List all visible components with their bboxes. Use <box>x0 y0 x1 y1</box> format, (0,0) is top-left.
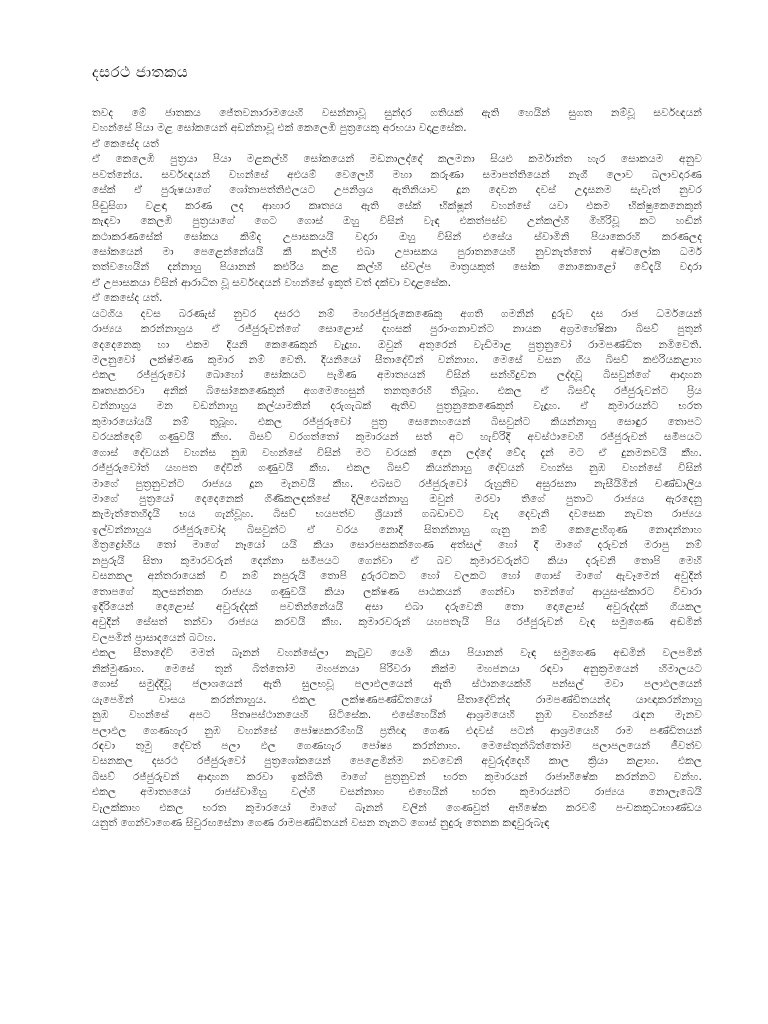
text-line: තොපගේ කුලසන්තක රාජ්‍යය ගණුවයි කියා ලක්ෂණ පාඨකයන් ගෙන්වා තමන්ගේ ආයුසංස්කාරට විචාරා <box>92 585 702 598</box>
paragraph <box>92 307 702 647</box>
text-line: වන්නාහුය මන වඩන්නාහු කල්යාමකින් දරුගැබක් ඇතිව පුත්‍රනුකෙණෙකුන් වැදූහ. ඒ කුමාරයන්ට භරත <box>92 400 702 413</box>
text-line: එකල සීතාදේවි මමත් බෑනන් වහන්සේලා කැටුව යෙමි කියා පියානන් වැඳ සමුගෙණ අඬමින් වලපමින් <box>92 647 702 660</box>
text-line: මිත්‍රද්‍රෝහිය තෝ මාගේ නෑයෝ යයි කියා සොරපසකක්ගෙණ අත්සල් හෝ දී මාගේ දරුවන් මරාපු නම් <box>92 539 702 552</box>
text-line: පවත්නේය. සර්වඥයන් වහන්සේ අළුයම් වෙලෙහි මහා කරුණා සමාපත්තියෙන් නැගී ලොව බලාවදාරණ <box>92 168 702 181</box>
text-line: ගොස් දේවයන් වහන්ස නුඹ වහන්සේ විසින් මට වරයක් දෙන ලද්දේ වේද දැන් මට ඒ දුනමනවයි කීහ. <box>92 446 702 459</box>
text-line: වරයක්දෙම් ගණුවයි කීහ. බිසව් වරගත්තෝ කුමාරයන් සත් අට හැවිරිදි අවස්ථාවෙහි රජ්ජුරුවන් සමීපයට <box>92 431 702 444</box>
text-line: තවද මේ ජාතකය ජේතවනාරාමයෙහි වසන්නාවූ සුන්දර ගතියක් ඇති හෙයින් සුගත නම්වූ සර්වඥයන් <box>92 107 702 119</box>
text-line: පලාඵල ගෙණහැර නුඹ වහන්සේ පෝෂ්‍යකරම්හයි ප්‍රතිඥා ගෙණ එදවස් පටන් ආශ්‍රමයෙහි රාම පණ්ඩිතයන් <box>92 724 702 737</box>
text-line: පිඬුසිගා වළඳා කරණ ලද ආහාර කෘත්‍යය ඇති සේක් භික්ෂූන් වහන්සේ යවා එකම භික්ෂුකෙනෙකුන් <box>92 199 702 212</box>
text-line: රඳවා තුමු දේවත් පලා ඵල ගෙණහැර පෝෂ්‍ය කරන්නාහ. මෙසේතුන්බිත්තෝම පලාපලයෙන් ජීවත්ව <box>92 739 702 752</box>
text-line: ඒ කෙසේද යත්. <box>92 292 163 305</box>
text-line: යනුත් ගෙන්වාගෙණ සිවුරඟසේනා ගෙණ රාමපණ්ඩිතයන් වසන තැනට ගොස් නුදුරු තෙනක කඳවුරුබැඳ <box>92 817 550 830</box>
text-line: වසනකල අන්තරායෙක් වී නම් නපුරුයි තොපි දුරුරටකට හෝ වලකට හෝ ගොස් මාගේ ඇවෑමෙන් අවුදින් <box>92 570 702 583</box>
text-line: මාගේ පුත්‍රයෝ දෙදෙනෙක් ගිණිකලඳක්සේ දිලියෙන්නාහු ඔවුන් මරවා තිගේ පුතාට රාජ්‍යය ඇරදෙනු <box>92 492 702 505</box>
text-line: ඉල්වන්නාහුය රජ්ජුරුවෝද බිසවුන්ට ඒ වරය නොදී සිතන්නාහු ගැනු නම් කෙළෙහිගුණ නොදන්නාහ <box>92 523 702 536</box>
text-line: කැඳවා කෙලඹි පුත්‍රයාගේ ගෙට ගොස් ඔහු විසින් වැඳ එකත්පස්ව උන්කල්හි මිහිරිවූ කට හඬින් <box>92 215 702 228</box>
text-line: වහන්සේ පියා මළ සෝකයෙන් අඩන්නාවූ එක් කෙලෙඹි පුත්‍රයෙකු අරභයා වදාළසේක. <box>92 122 467 135</box>
text-line: යටගිය දවස බරණැස් නුවර දසරථ නම් මහරජ්ජුරුකෙණෙකු අගති ගමනින් දුරුව දස රාජ ධර්මයෙන් <box>92 307 702 320</box>
paragraph <box>92 291 702 306</box>
document-body <box>92 106 702 832</box>
text-line: නුඹ වහන්සේ අපට පිතෘපස්ථානයෙහි සිටිසේක. එසේහෙයින් ආශ්‍රමයෙහි නුඹ වහන්සේ රැඳන මැනව <box>92 709 702 722</box>
paragraph <box>92 137 702 152</box>
paragraph <box>92 106 702 137</box>
text-line: මාගේ පුත්‍රනුවන්ට රාජ්‍යය දූන මැනවයි කීහ. එබසට රජ්ජුරුවෝ රුහුනිව අසුරසනා නැසීයිමින් චණ්ඩාලිය <box>92 477 702 490</box>
text-line: කැමැත්තෙහිදැයි භය ගැන්වූහ. බිසව් භයපත්ව ශ්‍රියාන් ගබඩාවට වැද දෙවැනි දවසෙක නැවත රාජ්‍යය <box>92 508 702 521</box>
text-line: එකල අමාත්‍යයෝ රාජස්වාමිහු වල්හි වසන්නාහ එහෙයින් භරත කුමාරයන්ට රාජ්‍යය නොලැබෙයි <box>92 786 702 799</box>
text-line: කථාකරණසේක් සෝකය කිම්ද උපාසකයයි වදාරා ඔහු විසින් එසේය ස්වාමිනි පියාකෙරහි කරණලද <box>92 230 702 243</box>
text-line: සේක් ඒ පුරුෂයාගේ ශෝතාපත්තිඵලයට උපනිශ්‍රය ඇතිනියාව දූන දෙවන දවස් උදෑසනම සැවැත් නුවර <box>92 184 702 197</box>
text-line: ඒ උපාසකයා විසින් ආරාධිත වූ සර්වඥයන් වහන්සේ ඉකුත් වත් දක්වා වදාළසේක. <box>92 276 452 289</box>
text-line: බිසව් රජ්ජුරුවන් ආදාහන කරවා ඉක්බිති මාගේ පුත්‍රනුවන් භරත කුමාරයන් රාජාභිෂේක කරන්නට වන්හ. <box>92 770 702 783</box>
text-line: තත්වහෙයින් දන්නාහු පියානන් කළුරිය කළ කල්හි ස්වල්ප මාත්‍රයකුත් සෝක නොකොළෝ වේදැයි වදාරා <box>92 261 702 274</box>
text-line: ඉදිරියෙන් දොළොස් අවුරුද්දක් පවතින්නේයයි අසා එබා දරුවෙනි තො දොළොස් අවුරුද්දක් ගියකල <box>92 601 702 613</box>
text-line: රාජ්‍යය කරන්නාහුය ඒ රජ්ජුරුවන්ගේ සොළොස් දහසක් පුරාංගනාවන්ට නායක අග්‍රමහේෂිකා බිසව් පුතුන් <box>92 323 702 336</box>
paragraph <box>92 646 702 831</box>
text-line: ඒ කෙසේද යත් <box>92 137 160 150</box>
text-line: ඒ කෙලෙඹි පුත්‍රයා පියා මළකල්හි සෝකයෙන් මඩනාලද්දේ කලමනා සියළු කර්මාන්ත හැර සොකයම අනුව <box>92 153 702 166</box>
text-line: රජ්ජුරුවෝත් යහපත දේවීන් ගණුවයි කීහ. එකල බිසව් කියන්නාහු දේවයන් වහන්ස නුඹ වහන්සේ විසින් <box>92 462 702 475</box>
text-line: සෝකයෙන් මා පෙළෙන්නේයයි කී කල්හි එබා උපාසකය පුරාතනයෙහි නුවනැත්තෝ අෂ්ටලෝක ධර්ම <box>92 245 702 258</box>
text-line: නපුරුයි සිතා කුමාරවරුන් දෙන්නා සමීපයට ගෙන්වා ඒ බව කුමාරවරුන්ට කියා දරුවනි තොපි මෙහි <box>92 554 702 567</box>
text-line: එකල රජ්ජුරුවෝ බොහෝ සෝකයට පැමිණ අමාත්‍යයන් විසින් සන්හිදුවන ලද්දාවූ බිසවුන්ගේ ආදාහන <box>92 369 702 382</box>
text-line: වලපමින් ප්‍රාසාදයෙන් බටහ. <box>92 631 217 644</box>
text-line: කුමාරයෝයයි නම් තුබූහ. එකල රජ්ජුරුවෝ පුත්‍ර සෙනෙහයෙන් බිසවුන්ට කියන්නාහු සොඳුර තොපට <box>92 415 702 428</box>
text-line: මලනුවෝ ලක්ෂ්මණ කුමාර නම් වෙති. දියනියෝ සීතාදේවීන් වන්නාහ. මෙසේ වසන ගිය බිසව් කළුරියකළාහ <box>92 354 702 366</box>
text-line: කෘත්‍යකරවා අනික් බිසෝකෙණෙකුන් අගමෙහෙසුන් තනතුරෙහි තිබූහ. එකල ඒ බිසව්ද රජ්ජුරුවන්ට ප්‍රිය <box>92 384 702 397</box>
paragraph <box>92 152 702 291</box>
text-line: දෙදෙනෙකු හා එකම දියනි කෙණෙකුන් වැදූහ. ඔවුන් අතුරෙන් වැඩිමාළ පුත්‍රනුවෝ රාමපණ්ඩිත නමිවෙති. <box>92 338 702 351</box>
text-line: අවුදින් සේසත් තන්වා රාජ්‍යය කරවයි කීහ. කුමාරවරුන් යහපතැයි පිය රජ්ජුරුවන් වැඳ සමුගෙණ අඬමින් <box>92 616 702 629</box>
text-line: ගොස් සමුද්දිවූ ජලාශයෙන් ඇති සුලභවූ පලාඵලයෙන් ඇති ස්ථානයෙක්හි පන්සල් මවා පලාඵලයෙන් <box>92 678 702 691</box>
text-line: යැපෙමින් වාසය කරන්නාහුය. එකල ලක්ෂණපණ්ඩිතයෝ සීතාදේවින්ද රාමපණ්ඩිතයන්ද යාඥාකරන්නාහු <box>92 693 702 706</box>
text-line: වැලක්කාහ එකල භරත කුමාරයෝ මාගේ බෑනන් වලින් ගෙණවුත් අභිෂේක කරවම් පංචකකුධාභාණ්ඩය <box>92 801 702 814</box>
text-line: නික්මුණාහ. මෙසේ තුන් බිත්තෝම මහජනයා පිරිවරා නික්ම මහජනයා රඳවා අනුක්‍රමයෙන් හිමාලයට <box>92 662 702 675</box>
document-title: දසරථ ජාතකය <box>92 63 189 81</box>
text-line: වසනකල දසරථ රජ්ජුරුවෝ පුත්‍රශෝකයෙන් පෙළෙමින්ම නවවෙනි අවුරුද්දෙහි කාල ක්‍රියා කළාහ. එකල <box>92 755 702 768</box>
